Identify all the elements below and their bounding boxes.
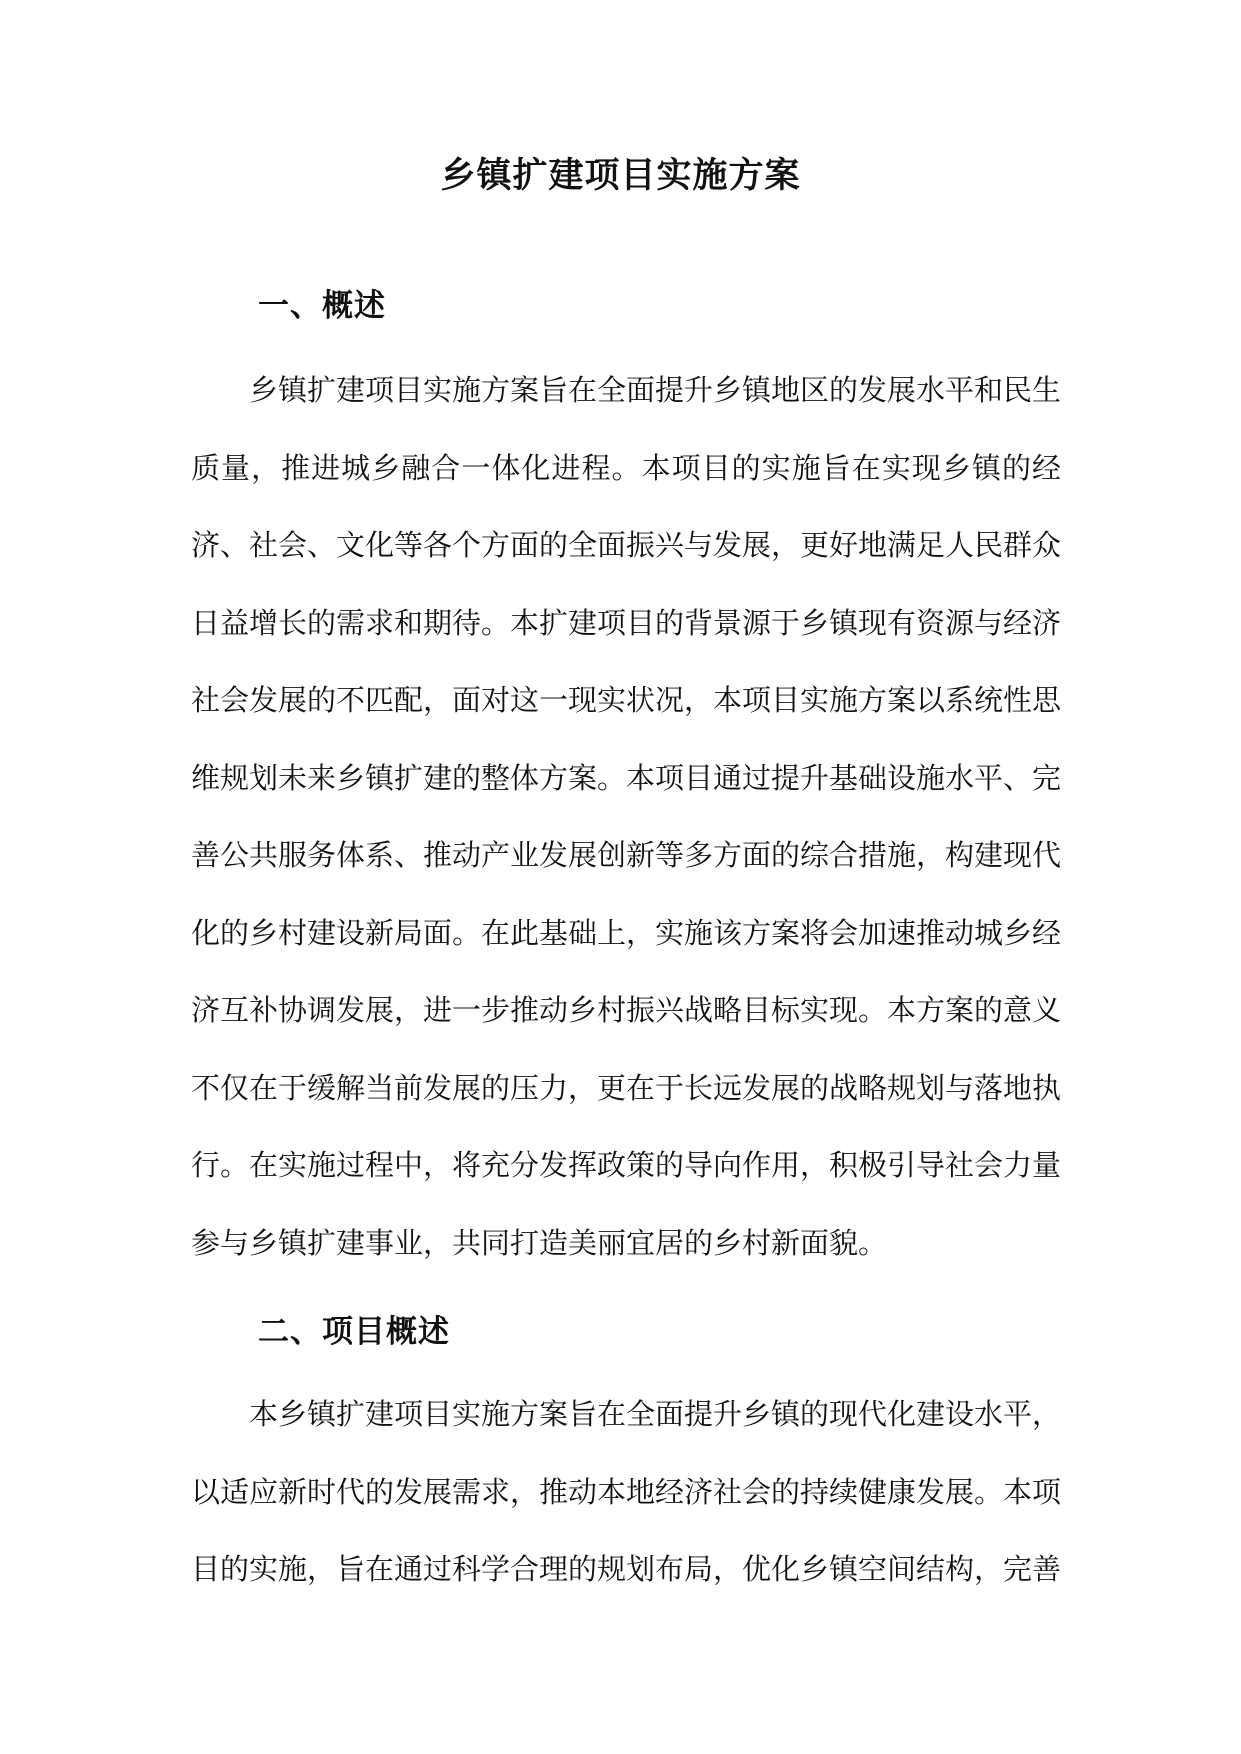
section-heading-project-overview: 二、项目概述 bbox=[258, 1314, 450, 1350]
section-heading-overview: 一、概述 bbox=[258, 288, 386, 324]
document-title: 乡镇扩建项目实施方案 bbox=[440, 155, 801, 196]
section-body-overview: 乡镇扩建项目实施方案旨在全面提升乡镇地区的发展水平和民生质量，推进城乡融合一体化进程。本项目的实施旨在实现乡镇的经济、社会、文化等各个方面的全面振兴与发展，更好地满足人民群众日益增长的需求和期待。本扩建项目的背景源于乡镇现有资源与经济社会发展的不匹配，面对这一现实状况，本项目实施方案以系统性思维规划未来乡镇扩建的整体方案。本项目通过提升基础设施水平、完善公共服务体系、推动产业发展创新等多方面的综合措施，构建现代化的乡村建设新局面。在此基础上，实施该方案将会加速推动城乡经济互补协调发展，进一步推动乡村振兴战略目标实现。本方案的意义不仅在于缓解当前发展的压力，更在于长远发展的战略规划与落地执行。在实施过程中，将充分发挥政策的导向作用，积极引导社会力量参与乡镇扩建事业，共同打造美丽宜居的乡村新面貌。 bbox=[191, 373, 1062, 1260]
section-body-project-overview: 本乡镇扩建项目实施方案旨在全面提升乡镇的现代化建设水平，以适应新时代的发展需求，推动本地经济社会的持续健康发展。本项目的实施，旨在通过科学合理的规划布局，优化乡镇空间结构，完善 bbox=[191, 1397, 1062, 1586]
